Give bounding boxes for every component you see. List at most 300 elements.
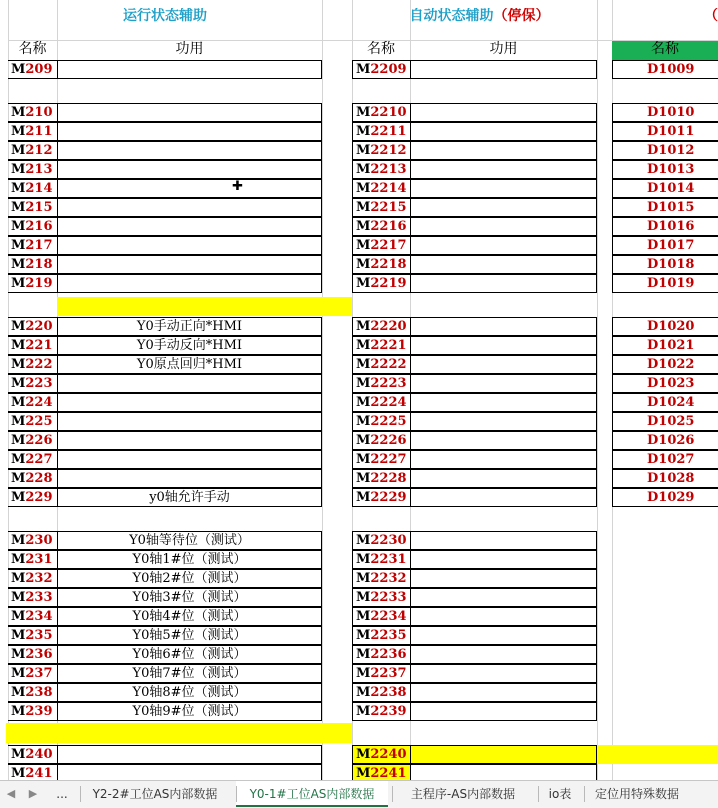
register-cell[interactable] <box>8 103 57 122</box>
function-cell[interactable]: Y0手动反向*HMI <box>57 336 322 355</box>
register-number: 1015 <box>658 200 695 215</box>
register-cell[interactable] <box>612 317 718 336</box>
function-cell[interactable]: Y0轴7#位（测试） <box>57 664 322 683</box>
register-prefix: D <box>647 414 659 429</box>
register-prefix: M <box>356 628 371 643</box>
register-cell[interactable] <box>352 450 410 469</box>
register-prefix: M <box>11 124 26 139</box>
register-number: 224 <box>25 395 53 410</box>
register-number: 2215 <box>370 200 407 215</box>
register-prefix: M <box>356 376 371 391</box>
register-prefix: D <box>647 357 659 372</box>
register-prefix: M <box>11 747 26 762</box>
more-tabs-button[interactable]: ... <box>56 787 68 801</box>
register-prefix: M <box>11 552 26 567</box>
register-cell[interactable] <box>352 255 410 274</box>
function-cell[interactable] <box>410 317 597 336</box>
register-prefix: M <box>356 647 371 662</box>
function-cell[interactable] <box>410 469 597 488</box>
register-cell[interactable] <box>8 588 57 607</box>
function-cell[interactable]: Y0轴2#位（测试） <box>57 569 322 588</box>
register-cell[interactable] <box>8 141 57 160</box>
function-cell[interactable] <box>410 60 597 79</box>
register-prefix: D <box>647 319 659 334</box>
register-cell[interactable] <box>352 141 410 160</box>
register-cell[interactable] <box>8 374 57 393</box>
register-cell[interactable] <box>352 374 410 393</box>
function-cell[interactable]: Y0轴5#位（测试） <box>57 626 322 645</box>
sheet-tab[interactable]: 定位用特殊数据 <box>594 787 679 801</box>
register-number: 2235 <box>370 628 407 643</box>
function-cell[interactable] <box>57 274 322 293</box>
function-cell[interactable] <box>57 374 322 393</box>
register-number: 2227 <box>370 452 407 467</box>
register-prefix: M <box>356 666 371 681</box>
function-cell[interactable] <box>410 141 597 160</box>
register-cell[interactable] <box>8 745 57 764</box>
function-cell[interactable] <box>410 550 597 569</box>
register-number: 2216 <box>370 219 407 234</box>
scroll-tabs-left-icon[interactable]: ◀ <box>6 787 16 800</box>
register-cell[interactable] <box>8 607 57 626</box>
register-prefix: M <box>356 533 371 548</box>
register-cell[interactable] <box>612 412 718 431</box>
register-number: 2220 <box>370 319 407 334</box>
register-number: 1019 <box>658 276 695 291</box>
register-prefix: M <box>356 181 371 196</box>
register-cell[interactable] <box>612 355 718 374</box>
register-cell[interactable] <box>8 336 57 355</box>
function-cell[interactable] <box>410 702 597 721</box>
register-prefix: M <box>11 238 26 253</box>
register-prefix: D <box>647 490 659 505</box>
register-number: 210 <box>25 105 53 120</box>
register-number: 240 <box>25 747 53 762</box>
register-cell[interactable] <box>8 60 57 79</box>
register-prefix: D <box>647 276 659 291</box>
function-cell[interactable]: Y0原点回归*HMI <box>57 355 322 374</box>
register-cell[interactable] <box>8 217 57 236</box>
register-prefix: M <box>356 338 371 353</box>
col-header-mid-name: 名称 <box>367 41 395 57</box>
function-cell[interactable] <box>410 274 597 293</box>
function-cell[interactable] <box>410 355 597 374</box>
register-prefix: M <box>11 162 26 177</box>
register-cell[interactable] <box>8 198 57 217</box>
section-header-auto-main: 自动状态辅助 <box>409 8 494 24</box>
function-cell[interactable] <box>57 198 322 217</box>
register-cell[interactable] <box>8 702 57 721</box>
register-number: 229 <box>25 490 53 505</box>
register-prefix: M <box>356 747 371 762</box>
register-cell[interactable] <box>352 198 410 217</box>
register-cell[interactable] <box>8 274 57 293</box>
function-cell[interactable] <box>57 255 322 274</box>
register-number: 216 <box>25 219 53 234</box>
function-cell[interactable] <box>410 160 597 179</box>
function-cell[interactable]: Y0轴等待位（测试） <box>57 531 322 550</box>
register-prefix: D <box>647 105 659 120</box>
register-cell[interactable] <box>352 122 410 141</box>
register-number: 2218 <box>370 257 407 272</box>
function-cell[interactable] <box>57 236 322 255</box>
sheet-tab[interactable]: Y0-1#工位AS内部数据 <box>236 781 388 807</box>
register-number: 2224 <box>370 395 407 410</box>
register-number: 2221 <box>370 338 407 353</box>
function-cell[interactable]: Y0手动正向*HMI <box>57 317 322 336</box>
register-cell[interactable] <box>8 569 57 588</box>
register-cell[interactable] <box>612 217 718 236</box>
register-number: 232 <box>25 571 53 586</box>
register-number: 1026 <box>658 433 695 448</box>
register-prefix: D <box>647 143 659 158</box>
register-prefix: M <box>356 219 371 234</box>
register-prefix: M <box>356 162 371 177</box>
function-cell[interactable] <box>57 431 322 450</box>
function-cell[interactable] <box>410 393 597 412</box>
function-cell[interactable]: Y0轴8#位（测试） <box>57 683 322 702</box>
register-cell[interactable] <box>612 160 718 179</box>
register-prefix: D <box>647 62 659 77</box>
register-prefix: M <box>11 105 26 120</box>
register-cell[interactable] <box>8 431 57 450</box>
register-prefix: M <box>356 766 371 780</box>
register-prefix: M <box>11 143 26 158</box>
function-cell[interactable] <box>410 236 597 255</box>
register-prefix: M <box>11 609 26 624</box>
register-cell[interactable] <box>8 355 57 374</box>
register-prefix: M <box>356 490 371 505</box>
register-number: 1028 <box>658 471 695 486</box>
highlight-band <box>6 723 352 743</box>
register-cell[interactable] <box>352 103 410 122</box>
register-prefix: M <box>356 685 371 700</box>
register-cell[interactable] <box>352 645 410 664</box>
function-cell[interactable] <box>410 336 597 355</box>
register-prefix: M <box>356 609 371 624</box>
function-cell[interactable] <box>57 469 322 488</box>
function-cell[interactable]: Y0轴4#位（测试） <box>57 607 322 626</box>
highlight-band <box>57 297 352 316</box>
function-cell[interactable] <box>410 374 597 393</box>
register-cell[interactable] <box>352 355 410 374</box>
register-cell[interactable] <box>352 531 410 550</box>
register-number: 226 <box>25 433 53 448</box>
register-cell[interactable] <box>612 60 718 79</box>
register-number: 1009 <box>658 62 695 77</box>
function-cell[interactable] <box>410 683 597 702</box>
function-cell[interactable]: y0轴允许手动 <box>57 488 322 507</box>
register-prefix: M <box>11 338 26 353</box>
register-cell[interactable] <box>8 393 57 412</box>
tab-divider <box>392 786 393 802</box>
register-cell[interactable] <box>352 607 410 626</box>
register-prefix: M <box>356 395 371 410</box>
register-number: 231 <box>25 552 53 567</box>
register-cell[interactable] <box>352 274 410 293</box>
section-header-run: 运行状态辅助 <box>123 8 207 24</box>
register-prefix: M <box>11 200 26 215</box>
function-cell[interactable]: Y0轴6#位（测试） <box>57 645 322 664</box>
register-number: 1016 <box>658 219 695 234</box>
register-cell[interactable] <box>352 336 410 355</box>
register-prefix: M <box>11 666 26 681</box>
register-number: 234 <box>25 609 53 624</box>
register-prefix: M <box>356 105 371 120</box>
register-number: 2230 <box>370 533 407 548</box>
register-prefix: D <box>647 238 659 253</box>
register-cell[interactable] <box>612 122 718 141</box>
register-cell[interactable] <box>352 431 410 450</box>
register-prefix: M <box>356 124 371 139</box>
function-cell[interactable] <box>57 745 322 764</box>
register-cell[interactable] <box>612 274 718 293</box>
section-header-auto <box>352 8 607 30</box>
function-cell[interactable] <box>410 531 597 550</box>
register-number: 2225 <box>370 414 407 429</box>
function-cell[interactable] <box>410 488 597 507</box>
register-prefix: D <box>647 376 659 391</box>
register-cell[interactable] <box>352 745 410 764</box>
function-cell[interactable]: Y0轴3#位（测试） <box>57 588 322 607</box>
register-prefix: D <box>647 124 659 139</box>
register-number: 212 <box>25 143 53 158</box>
function-cell[interactable] <box>410 664 597 683</box>
register-prefix: M <box>11 571 26 586</box>
register-prefix: D <box>647 219 659 234</box>
register-number: 1022 <box>658 357 695 372</box>
register-cell[interactable] <box>352 179 410 198</box>
register-cell[interactable] <box>8 664 57 683</box>
function-cell[interactable] <box>57 764 322 780</box>
register-cell[interactable] <box>612 255 718 274</box>
register-number: 241 <box>25 766 53 780</box>
register-cell[interactable] <box>352 683 410 702</box>
register-number: 2237 <box>370 666 407 681</box>
register-prefix: D <box>647 395 659 410</box>
function-cell[interactable] <box>410 103 597 122</box>
register-cell[interactable] <box>8 488 57 507</box>
register-cell[interactable] <box>8 412 57 431</box>
register-prefix: M <box>11 628 26 643</box>
register-cell[interactable] <box>8 531 57 550</box>
register-cell[interactable] <box>8 683 57 702</box>
register-number: 2229 <box>370 490 407 505</box>
register-cell[interactable] <box>352 588 410 607</box>
register-cell[interactable] <box>352 626 410 645</box>
function-cell[interactable]: Y0轴1#位（测试） <box>57 550 322 569</box>
function-cell[interactable] <box>410 122 597 141</box>
register-prefix: D <box>647 471 659 486</box>
register-prefix: M <box>11 357 26 372</box>
register-cell[interactable] <box>352 393 410 412</box>
function-cell[interactable] <box>410 198 597 217</box>
function-cell[interactable] <box>410 412 597 431</box>
function-cell[interactable] <box>410 764 597 780</box>
function-cell[interactable] <box>410 569 597 588</box>
function-cell[interactable] <box>57 60 322 79</box>
register-prefix: M <box>11 181 26 196</box>
register-cell[interactable] <box>612 374 718 393</box>
register-number: 2233 <box>370 590 407 605</box>
sheet-tab[interactable]: 主程序-AS内部数据 <box>410 787 516 801</box>
register-cell[interactable] <box>352 236 410 255</box>
register-cell[interactable] <box>612 179 718 198</box>
register-number: 1014 <box>658 181 695 196</box>
register-cell[interactable] <box>8 317 57 336</box>
register-cell[interactable] <box>612 141 718 160</box>
function-cell[interactable] <box>410 255 597 274</box>
register-cell[interactable] <box>352 317 410 336</box>
register-number: 211 <box>25 124 53 139</box>
register-prefix: M <box>11 704 26 719</box>
register-cell[interactable] <box>8 122 57 141</box>
register-prefix: M <box>11 395 26 410</box>
register-number: 2211 <box>370 124 407 139</box>
tab-divider <box>584 786 585 802</box>
register-number: 2212 <box>370 143 407 158</box>
register-prefix: M <box>11 647 26 662</box>
function-cell[interactable] <box>410 645 597 664</box>
function-cell[interactable] <box>410 588 597 607</box>
register-cell[interactable] <box>8 626 57 645</box>
register-prefix: M <box>11 376 26 391</box>
register-cell[interactable] <box>352 469 410 488</box>
register-number: 215 <box>25 200 53 215</box>
function-cell[interactable] <box>57 122 322 141</box>
register-prefix: M <box>11 276 26 291</box>
register-cell[interactable] <box>8 469 57 488</box>
register-prefix: M <box>11 471 26 486</box>
register-prefix: D <box>647 257 659 272</box>
register-prefix: M <box>356 414 371 429</box>
register-number: 219 <box>25 276 53 291</box>
function-cell[interactable] <box>57 450 322 469</box>
tab-divider <box>538 786 539 802</box>
register-prefix: M <box>356 62 371 77</box>
register-cell[interactable] <box>8 179 57 198</box>
register-cell[interactable] <box>612 336 718 355</box>
register-cell[interactable] <box>612 236 718 255</box>
register-number: 237 <box>25 666 53 681</box>
register-cell[interactable] <box>352 488 410 507</box>
register-prefix: M <box>356 433 371 448</box>
register-prefix: M <box>356 590 371 605</box>
scroll-tabs-right-icon[interactable]: ▶ <box>28 787 38 800</box>
section-header-auto-suffix: （停保） <box>493 8 550 24</box>
function-cell[interactable] <box>57 103 322 122</box>
function-cell[interactable] <box>57 393 322 412</box>
register-number: 1029 <box>658 490 695 505</box>
register-number: 2214 <box>370 181 407 196</box>
register-number: 1021 <box>658 338 695 353</box>
register-prefix: M <box>356 452 371 467</box>
register-number: 2240 <box>370 747 407 762</box>
function-cell[interactable] <box>57 412 322 431</box>
register-cell[interactable] <box>8 236 57 255</box>
register-cell[interactable] <box>352 550 410 569</box>
col-header-mid-func: 功用 <box>489 41 518 57</box>
function-cell[interactable]: Y0轴9#位（测试） <box>57 702 322 721</box>
register-cell[interactable] <box>8 764 57 780</box>
register-cell[interactable] <box>612 450 718 469</box>
register-number: 233 <box>25 590 53 605</box>
register-prefix: M <box>11 766 26 780</box>
function-cell[interactable] <box>57 217 322 236</box>
register-cell[interactable] <box>612 198 718 217</box>
register-number: 1018 <box>658 257 695 272</box>
sheet-tab[interactable]: Y2-2#工位AS内部数据 <box>92 787 218 801</box>
register-cell[interactable] <box>352 217 410 236</box>
register-prefix: M <box>356 552 371 567</box>
col-header-left-func: 功用 <box>175 41 204 57</box>
register-cell[interactable] <box>352 764 410 780</box>
function-cell[interactable] <box>410 217 597 236</box>
register-number: 2223 <box>370 376 407 391</box>
section-header-right: （ <box>704 8 718 24</box>
register-cell[interactable] <box>352 160 410 179</box>
register-prefix: M <box>11 433 26 448</box>
function-cell[interactable] <box>57 179 322 198</box>
register-prefix: M <box>11 319 26 334</box>
register-prefix: M <box>11 590 26 605</box>
register-cell[interactable] <box>8 255 57 274</box>
register-prefix: D <box>647 200 659 215</box>
register-number: 2219 <box>370 276 407 291</box>
function-cell[interactable] <box>410 450 597 469</box>
register-cell[interactable] <box>8 450 57 469</box>
register-number: 2238 <box>370 685 407 700</box>
register-cell[interactable] <box>352 412 410 431</box>
function-cell[interactable] <box>410 607 597 626</box>
register-prefix: M <box>11 685 26 700</box>
register-number: 1017 <box>658 238 695 253</box>
register-number: 1010 <box>658 105 695 120</box>
register-cell[interactable] <box>612 103 718 122</box>
register-cell[interactable] <box>352 60 410 79</box>
register-cell[interactable] <box>8 160 57 179</box>
register-cell[interactable] <box>8 550 57 569</box>
function-cell[interactable] <box>57 160 322 179</box>
register-cell[interactable] <box>612 431 718 450</box>
function-cell[interactable] <box>410 626 597 645</box>
register-cell[interactable] <box>612 469 718 488</box>
register-number: 223 <box>25 376 53 391</box>
register-number: 218 <box>25 257 53 272</box>
function-cell[interactable] <box>410 745 597 764</box>
register-prefix: M <box>11 452 26 467</box>
register-number: 220 <box>25 319 53 334</box>
register-cell[interactable] <box>352 702 410 721</box>
sheet-tab[interactable]: io表 <box>548 787 572 801</box>
register-cell[interactable] <box>612 488 718 507</box>
register-prefix: M <box>356 319 371 334</box>
register-cell[interactable] <box>352 569 410 588</box>
register-cell[interactable] <box>352 664 410 683</box>
register-prefix: M <box>356 143 371 158</box>
register-number: 2213 <box>370 162 407 177</box>
register-cell[interactable] <box>612 393 718 412</box>
register-number: 1024 <box>658 395 695 410</box>
tab-divider <box>236 786 237 802</box>
function-cell[interactable] <box>410 179 597 198</box>
register-prefix: D <box>647 433 659 448</box>
function-cell[interactable] <box>57 141 322 160</box>
register-cell[interactable] <box>8 645 57 664</box>
register-number: 2232 <box>370 571 407 586</box>
function-cell[interactable] <box>410 431 597 450</box>
register-number: 2239 <box>370 704 407 719</box>
